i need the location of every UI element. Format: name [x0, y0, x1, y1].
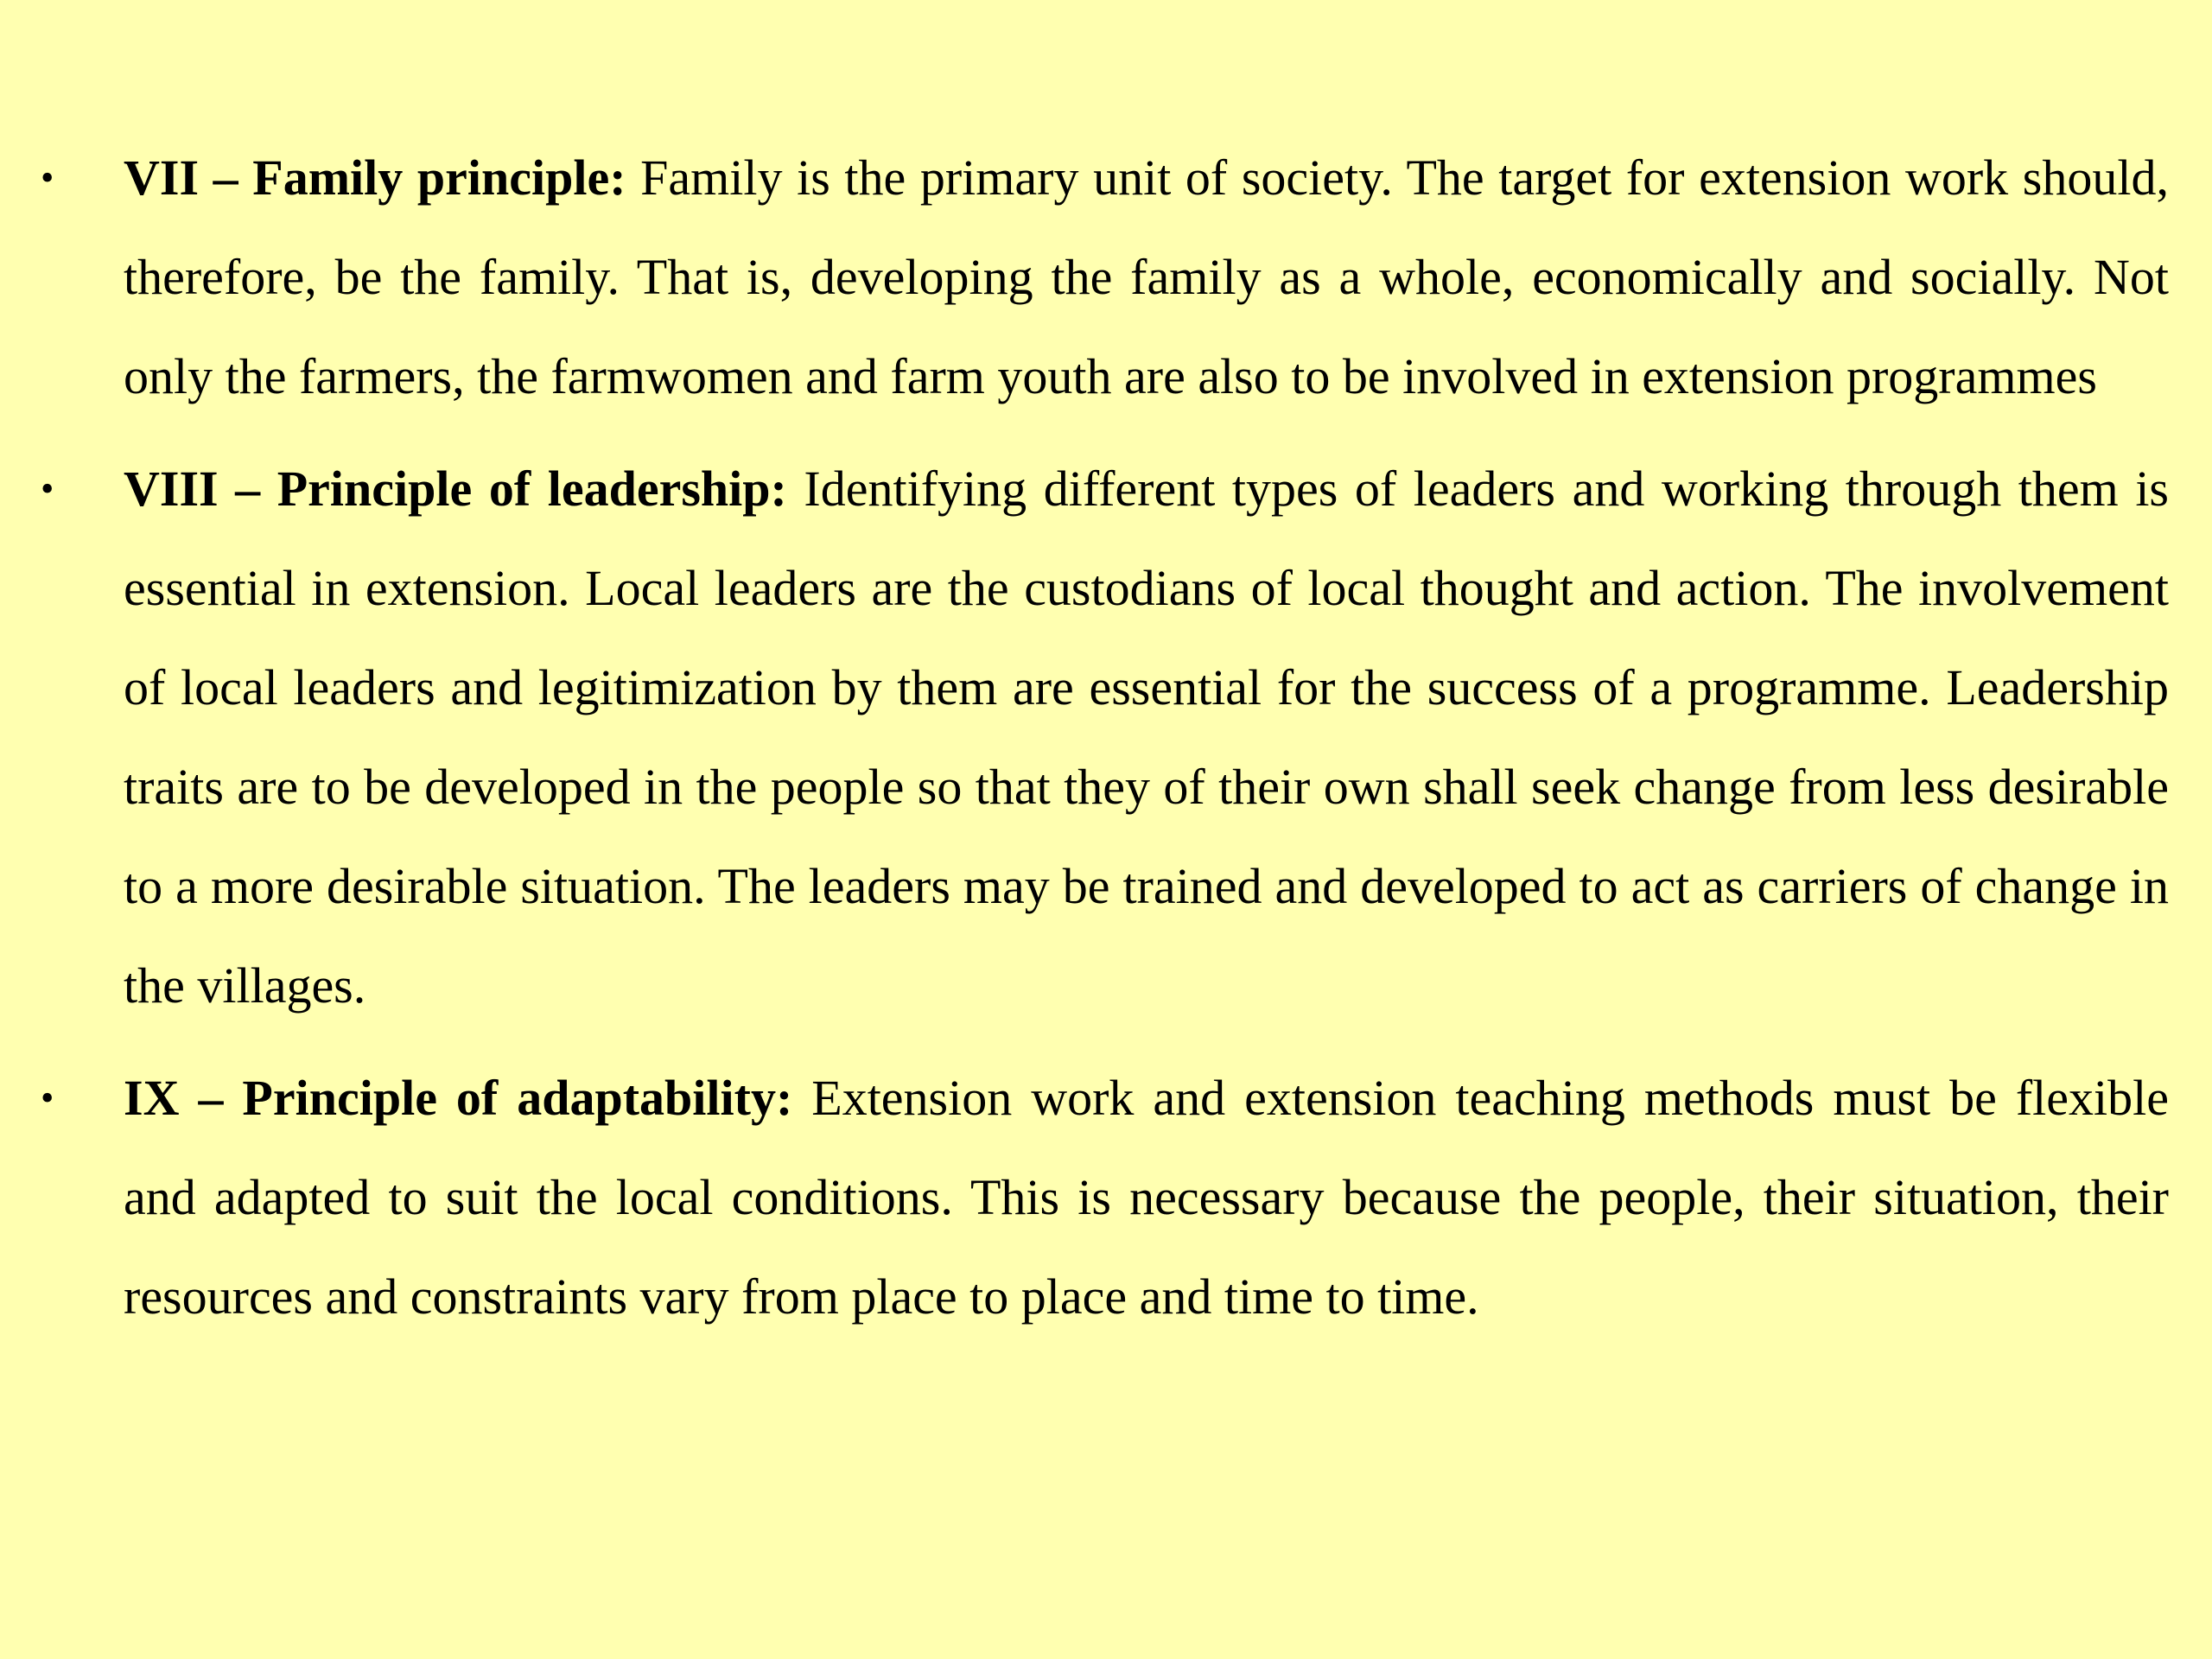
leadership-principle-text: Identifying different types of leaders and working through them is essential in extension. Local leaders are the custodians of local thought and action. The involvement of local leaders and legitimization by them are essential for the success of a programme. Leadership traits are to be developed in the people so that they of their own shall seek change from less desirable to a more desirable situation. The leaders may be trained and developed to act as carriers of change in the villages. — [124, 461, 2169, 1014]
bullet-item-adaptability-principle — [0, 1048, 2212, 1346]
bullet-item-family-principle — [0, 128, 2212, 426]
leadership-principle-heading: VIII – Principle of leadership: — [124, 461, 787, 517]
adaptability-principle-text: Extension work and extension teaching methods must be flexible and adapted to suit the local conditions. This is necessary because the people, their situation, their resources and constraints vary from place to place and time to time. — [124, 1070, 2170, 1325]
bullet-icon: • — [41, 467, 54, 510]
adaptability-principle-heading: IX – Principle of adaptability: — [124, 1070, 793, 1126]
bullet-item-leadership-principle — [0, 439, 2212, 1035]
bullet-icon: • — [41, 1077, 54, 1119]
principles-bullet-list — [0, 128, 2212, 1359]
family-principle-text: Family is the primary unit of society. The target for extension work should, therefore, be the family. That is, developing the family as a whole, economically and socially. Not only the farmers, the farmwomen and farm youth are also to be involved in extension programmes — [124, 149, 2169, 404]
bullet-icon: • — [41, 156, 54, 199]
family-principle-heading: VII – Family principle: — [124, 149, 626, 206]
